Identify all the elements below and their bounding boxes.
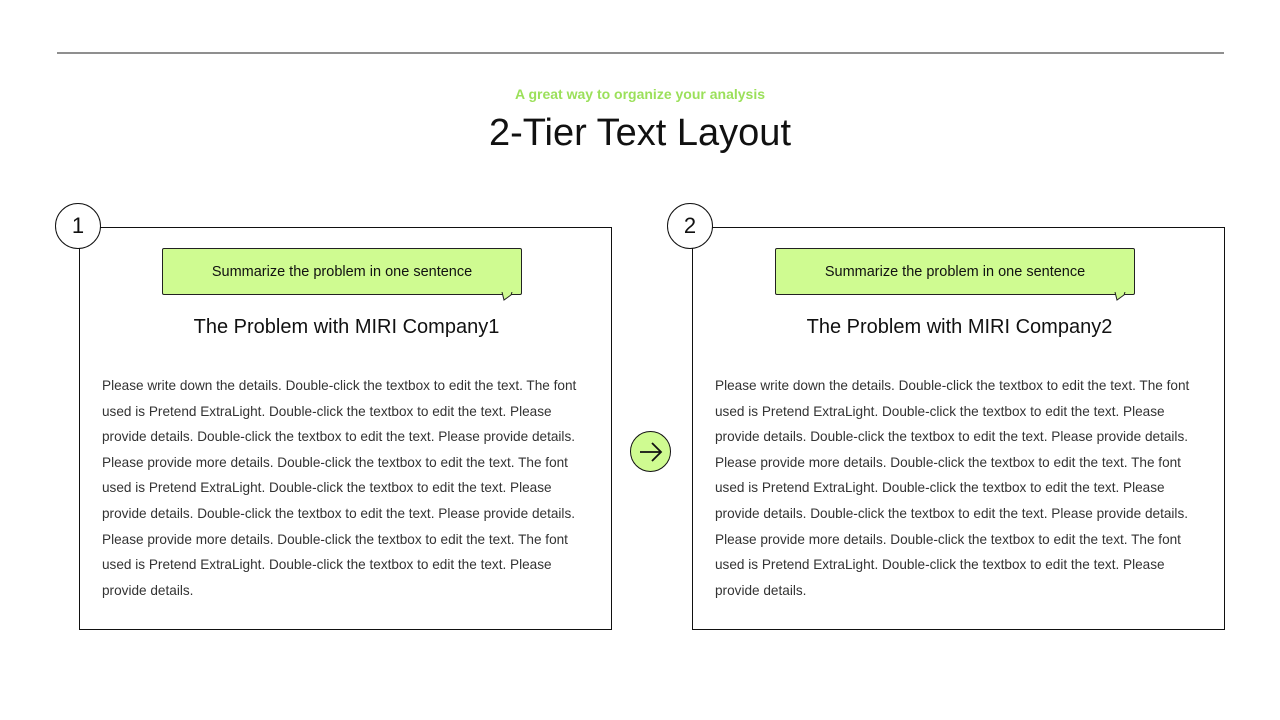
panel-1 (79, 227, 612, 630)
arrow-right-icon (638, 441, 664, 463)
slide-title: 2-Tier Text Layout (488, 112, 792, 154)
speech-tail-icon (1114, 292, 1126, 302)
step-number-badge (667, 203, 713, 249)
summary-bubble-text: Summarize the problem in one sentence (824, 263, 1086, 280)
step-number-badge (55, 203, 101, 249)
summary-bubble-text: Summarize the problem in one sentence (211, 263, 473, 280)
panel-body-text[interactable]: Please write down the details. Double-click the textbox to edit the text. The font used is Pretend ExtraLight. Double-click the textbox to edit the text. Please provide details. Double-click the textbox to edit the text. Please provide details. Please provide more details. Double-click the textbox to edit the text. The font used is Pretend ExtraLight. Double-click the textbox to edit the text. Please provide details. Double-click the textbox to edit the text. Please provide details. Please provide more details. Double-click the textbox to edit the text. The font used is Pretend ExtraLight. Double-click the textbox to edit the text. Please provide details. (102, 378, 577, 598)
top-divider (57, 52, 1224, 54)
step-number: 2 (683, 213, 697, 238)
next-arrow-button[interactable] (630, 431, 671, 472)
panel-heading: The Problem with MIRI Company2 (806, 316, 1113, 338)
panel-heading: The Problem with MIRI Company1 (193, 316, 500, 338)
step-number: 1 (71, 213, 85, 238)
summary-bubble-1[interactable] (162, 248, 522, 295)
panel-body-text[interactable]: Please write down the details. Double-click the textbox to edit the text. The font used is Pretend ExtraLight. Double-click the textbox to edit the text. Please provide details. Double-click the textbox to edit the text. Please provide details. Please provide more details. Double-click the textbox to edit the text. The font used is Pretend ExtraLight. Double-click the textbox to edit the text. Please provide details. Double-click the textbox to edit the text. Please provide details. Please provide more details. Double-click the textbox to edit the text. The font used is Pretend ExtraLight. Double-click the textbox to edit the text. Please provide details. (715, 378, 1190, 598)
slide-subtitle: A great way to organize your analysis (514, 86, 765, 102)
summary-bubble-2[interactable] (775, 248, 1135, 295)
speech-tail-icon (501, 292, 513, 302)
panel-2 (692, 227, 1225, 630)
